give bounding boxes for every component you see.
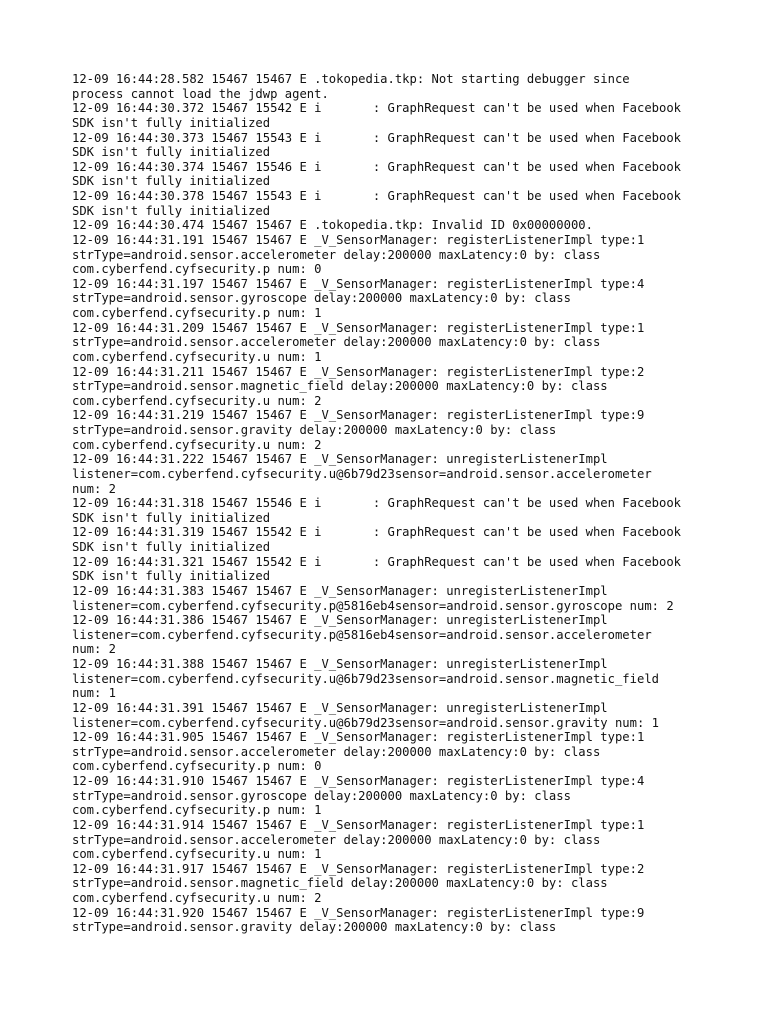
log-line: strType=android.sensor.accelerometer delay:200000 maxLatency:0 by: class xyxy=(72,744,601,759)
log-line: 12-09 16:44:30.374 15467 15546 E i : GraphRequest can't be used when Facebook xyxy=(72,159,682,174)
log-line: 12-09 16:44:30.372 15467 15542 E i : GraphRequest can't be used when Facebook xyxy=(72,101,682,116)
log-line: 12-09 16:44:31.319 15467 15542 E i : GraphRequest can't be used when Facebook xyxy=(72,525,682,540)
log-line: strType=android.sensor.accelerometer delay:200000 maxLatency:0 by: class xyxy=(72,335,601,350)
log-line: SDK isn't fully initialized xyxy=(72,174,271,189)
log-line: listener=com.cyberfend.cyfsecurity.u@6b79d23sensor=android.sensor.magnetic_field xyxy=(72,671,659,686)
log-line: 12-09 16:44:28.582 15467 15467 E .tokopedia.tkp: Not starting debugger since xyxy=(72,72,630,86)
log-line: 12-09 16:44:31.910 15467 15467 E _V_SensorManager: registerListenerImpl type:4 xyxy=(72,774,645,788)
log-line: 12-09 16:44:31.191 15467 15467 E _V_SensorManager: registerListenerImpl type:1 xyxy=(72,232,645,247)
log-line: SDK isn't fully initialized xyxy=(72,115,271,130)
log-line: com.cyberfend.cyfsecurity.u num: 2 xyxy=(72,437,322,452)
log-line: 12-09 16:44:31.219 15467 15467 E _V_SensorManager: registerListenerImpl type:9 xyxy=(72,408,645,423)
log-line: listener=com.cyberfend.cyfsecurity.p@5816eb4sensor=android.sensor.accelerometer xyxy=(72,627,652,642)
log-line: SDK isn't fully initialized xyxy=(72,510,271,525)
log-line: 12-09 16:44:31.209 15467 15467 E _V_SensorManager: registerListenerImpl type:1 xyxy=(72,320,645,335)
log-line: strType=android.sensor.magnetic_field delay:200000 maxLatency:0 by: class xyxy=(72,379,608,394)
log-line: 12-09 16:44:31.914 15467 15467 E _V_SensorManager: registerListenerImpl type:1 xyxy=(72,817,645,832)
log-line: 12-09 16:44:30.373 15467 15543 E i : GraphRequest can't be used when Facebook xyxy=(72,130,682,145)
log-line: 12-09 16:44:30.474 15467 15467 E .tokopedia.tkp: Invalid ID 0x00000000. xyxy=(72,218,593,233)
log-line: 12-09 16:44:31.391 15467 15467 E _V_SensorManager: unregisterListenerImpl xyxy=(72,700,608,715)
log-line: com.cyberfend.cyfsecurity.p num: 1 xyxy=(72,803,322,818)
log-line: SDK isn't fully initialized xyxy=(72,203,271,218)
log-line: strType=android.sensor.accelerometer delay:200000 maxLatency:0 by: class xyxy=(72,832,601,847)
log-line: com.cyberfend.cyfsecurity.u num: 2 xyxy=(72,393,322,408)
log-line: 12-09 16:44:31.920 15467 15467 E _V_SensorManager: registerListenerImpl type:9 xyxy=(72,905,645,920)
log-line: strType=android.sensor.gyroscope delay:200000 maxLatency:0 by: class xyxy=(72,291,571,306)
log-line: 12-09 16:44:31.905 15467 15467 E _V_SensorManager: registerListenerImpl type:1 xyxy=(72,730,645,745)
log-line: 12-09 16:44:31.211 15467 15467 E _V_SensorManager: registerListenerImpl type:2 xyxy=(72,364,645,379)
log-line: 12-09 16:44:31.388 15467 15467 E _V_SensorManager: unregisterListenerImpl xyxy=(72,657,608,671)
log-line: listener=com.cyberfend.cyfsecurity.u@6b79d23sensor=android.sensor.gravity num: 1 xyxy=(72,715,659,730)
log-line: SDK isn't fully initialized xyxy=(72,540,271,554)
log-document xyxy=(72,72,712,935)
log-line: com.cyberfend.cyfsecurity.p num: 1 xyxy=(72,306,322,320)
log-line: strType=android.sensor.gyroscope delay:200000 maxLatency:0 by: class xyxy=(72,788,571,803)
log-line: 12-09 16:44:31.222 15467 15467 E _V_SensorManager: unregisterListenerImpl xyxy=(72,452,608,467)
log-line: com.cyberfend.cyfsecurity.p num: 0 xyxy=(72,759,322,774)
log-line: 12-09 16:44:31.917 15467 15467 E _V_SensorManager: registerListenerImpl type:2 xyxy=(72,861,645,876)
log-line: SDK isn't fully initialized xyxy=(72,569,271,584)
log-line: 12-09 16:44:31.383 15467 15467 E _V_SensorManager: unregisterListenerImpl xyxy=(72,583,608,598)
log-line: 12-09 16:44:31.386 15467 15467 E _V_SensorManager: unregisterListenerImpl xyxy=(72,613,608,628)
log-line: com.cyberfend.cyfsecurity.u num: 1 xyxy=(72,349,322,364)
log-line: 12-09 16:44:31.197 15467 15467 E _V_SensorManager: registerListenerImpl type:4 xyxy=(72,276,645,291)
log-line: num: 2 xyxy=(72,481,117,496)
log-line: num: 2 xyxy=(72,642,117,657)
log-line: com.cyberfend.cyfsecurity.u num: 2 xyxy=(72,891,322,905)
log-line: com.cyberfend.cyfsecurity.u num: 1 xyxy=(72,847,322,862)
log-line: strType=android.sensor.gravity delay:200000 maxLatency:0 by: class xyxy=(72,423,557,437)
log-line: listener=com.cyberfend.cyfsecurity.p@5816eb4sensor=android.sensor.gyroscope num: 2 xyxy=(72,598,674,613)
log-line: 12-09 16:44:30.378 15467 15543 E i : GraphRequest can't be used when Facebook xyxy=(72,189,682,203)
log-line: strType=android.sensor.magnetic_field delay:200000 maxLatency:0 by: class xyxy=(72,876,608,891)
log-line: strType=android.sensor.accelerometer delay:200000 maxLatency:0 by: class xyxy=(72,247,601,262)
log-line: SDK isn't fully initialized xyxy=(72,145,271,160)
log-line: 12-09 16:44:31.321 15467 15542 E i : GraphRequest can't be used when Facebook xyxy=(72,554,682,569)
log-line: num: 1 xyxy=(72,686,117,701)
log-line: com.cyberfend.cyfsecurity.p num: 0 xyxy=(72,262,322,277)
log-line: strType=android.sensor.gravity delay:200000 maxLatency:0 by: class xyxy=(72,920,557,935)
log-line: listener=com.cyberfend.cyfsecurity.u@6b79d23sensor=android.sensor.accelerometer xyxy=(72,466,652,481)
log-line: 12-09 16:44:31.318 15467 15546 E i : GraphRequest can't be used when Facebook xyxy=(72,496,682,511)
log-line: process cannot load the jdwp agent. xyxy=(72,86,329,101)
